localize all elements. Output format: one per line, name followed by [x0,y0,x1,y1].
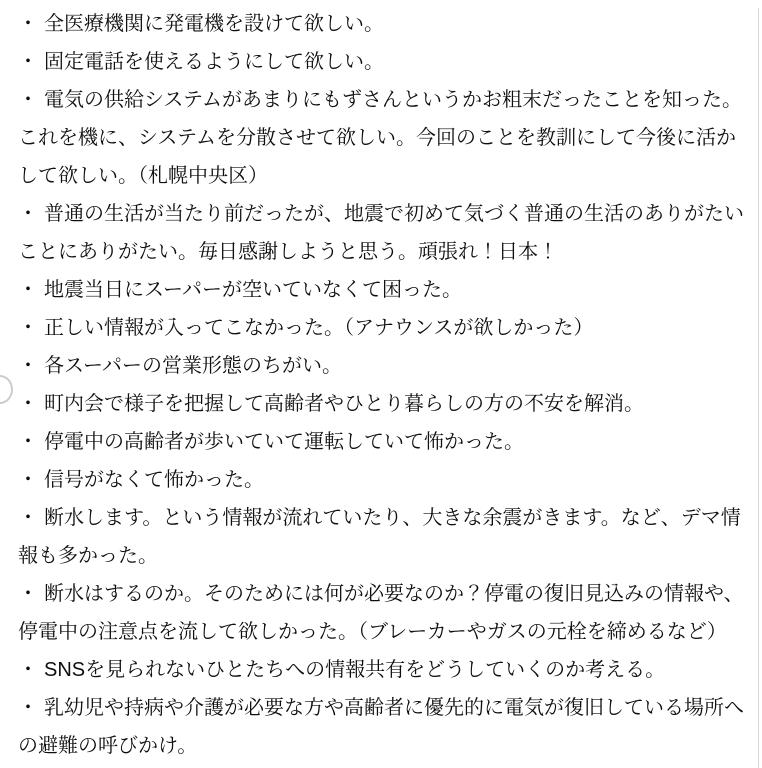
bullet-marker: ・ [18,51,38,73]
list-item-text: 町内会で様子を把握して高齢者やひとり暮らしの方の不安を解消。 [44,393,644,415]
list-item [18,81,754,195]
bullet-marker: ・ [18,89,38,111]
list-item [18,271,754,309]
list-item [18,309,754,347]
list-item [18,499,754,575]
list-item [18,195,754,271]
list-item-text: 停電中の高齢者が歩いていて運転していて怖かった。 [44,431,524,453]
list-item [18,461,754,499]
bullet-marker: ・ [18,697,38,719]
list-item-text: 断水はするのか。そのためには何が必要なのか？停電の復旧見込みの情報や、停電中の注意点を流して欲しかった。（ブレーカーやガスの元栓を締めるなど） [18,583,744,643]
bullet-marker: ・ [18,659,38,681]
bullet-marker: ・ [18,279,38,301]
list-item [18,347,754,385]
list-item-text: 地震当日にスーパーが空いていなくて困った。 [44,279,462,301]
list-item [18,575,754,651]
list-item-text: 固定電話を使えるようにして欲しい。 [44,51,384,73]
list-item [18,385,754,423]
page-right-edge-line [758,8,759,768]
list-item-text: 正しい情報が入ってこなかった。（アナウンスが欲しかった） [44,317,594,339]
list-item-text: 全医療機関に発電機を設けて欲しい。 [44,13,384,35]
list-item-text: SNSを見られないひとたちへの情報共有をどうしていくのか考える。 [44,659,666,681]
bullet-marker: ・ [18,317,38,339]
list-item-text: 信号がなくて怖かった。 [44,469,264,491]
bullet-marker: ・ [18,393,38,415]
list-item-text: 各スーパーの営業形態のちがい。 [44,355,342,377]
list-item [18,651,754,689]
bullet-marker: ・ [18,355,38,377]
bullet-marker: ・ [18,13,38,35]
bullet-marker: ・ [18,507,38,529]
list-item-text: 断水します。という情報が流れていたり、大きな余震がきます。など、デマ情報も多かった。 [18,507,741,567]
bullet-marker: ・ [18,469,38,491]
list-item [18,689,754,765]
list-item [18,43,754,81]
bullet-marker: ・ [18,203,38,225]
list-item [18,423,754,461]
list-item-text: 電気の供給システムがあまりにもずさんというかお粗末だったことを知った。これを機に、システムを分散させて欲しい。今回のことを教訓にして今後に活かして欲しい。（札幌中央区） [18,89,742,187]
list-item [18,5,754,43]
bullet-marker: ・ [18,431,38,453]
bullet-marker: ・ [18,583,38,605]
list-item-text: 乳幼児や持病や介護が必要な方や高齢者に優先的に電気が復旧している場所への避難の呼びかけ。 [18,697,744,757]
list-item-text: 普通の生活が当たり前だったが、地震で初めて気づく普通の生活のありがたいことにありがたい。毎日感謝しようと思う。頑張れ！日本！ [18,203,744,263]
